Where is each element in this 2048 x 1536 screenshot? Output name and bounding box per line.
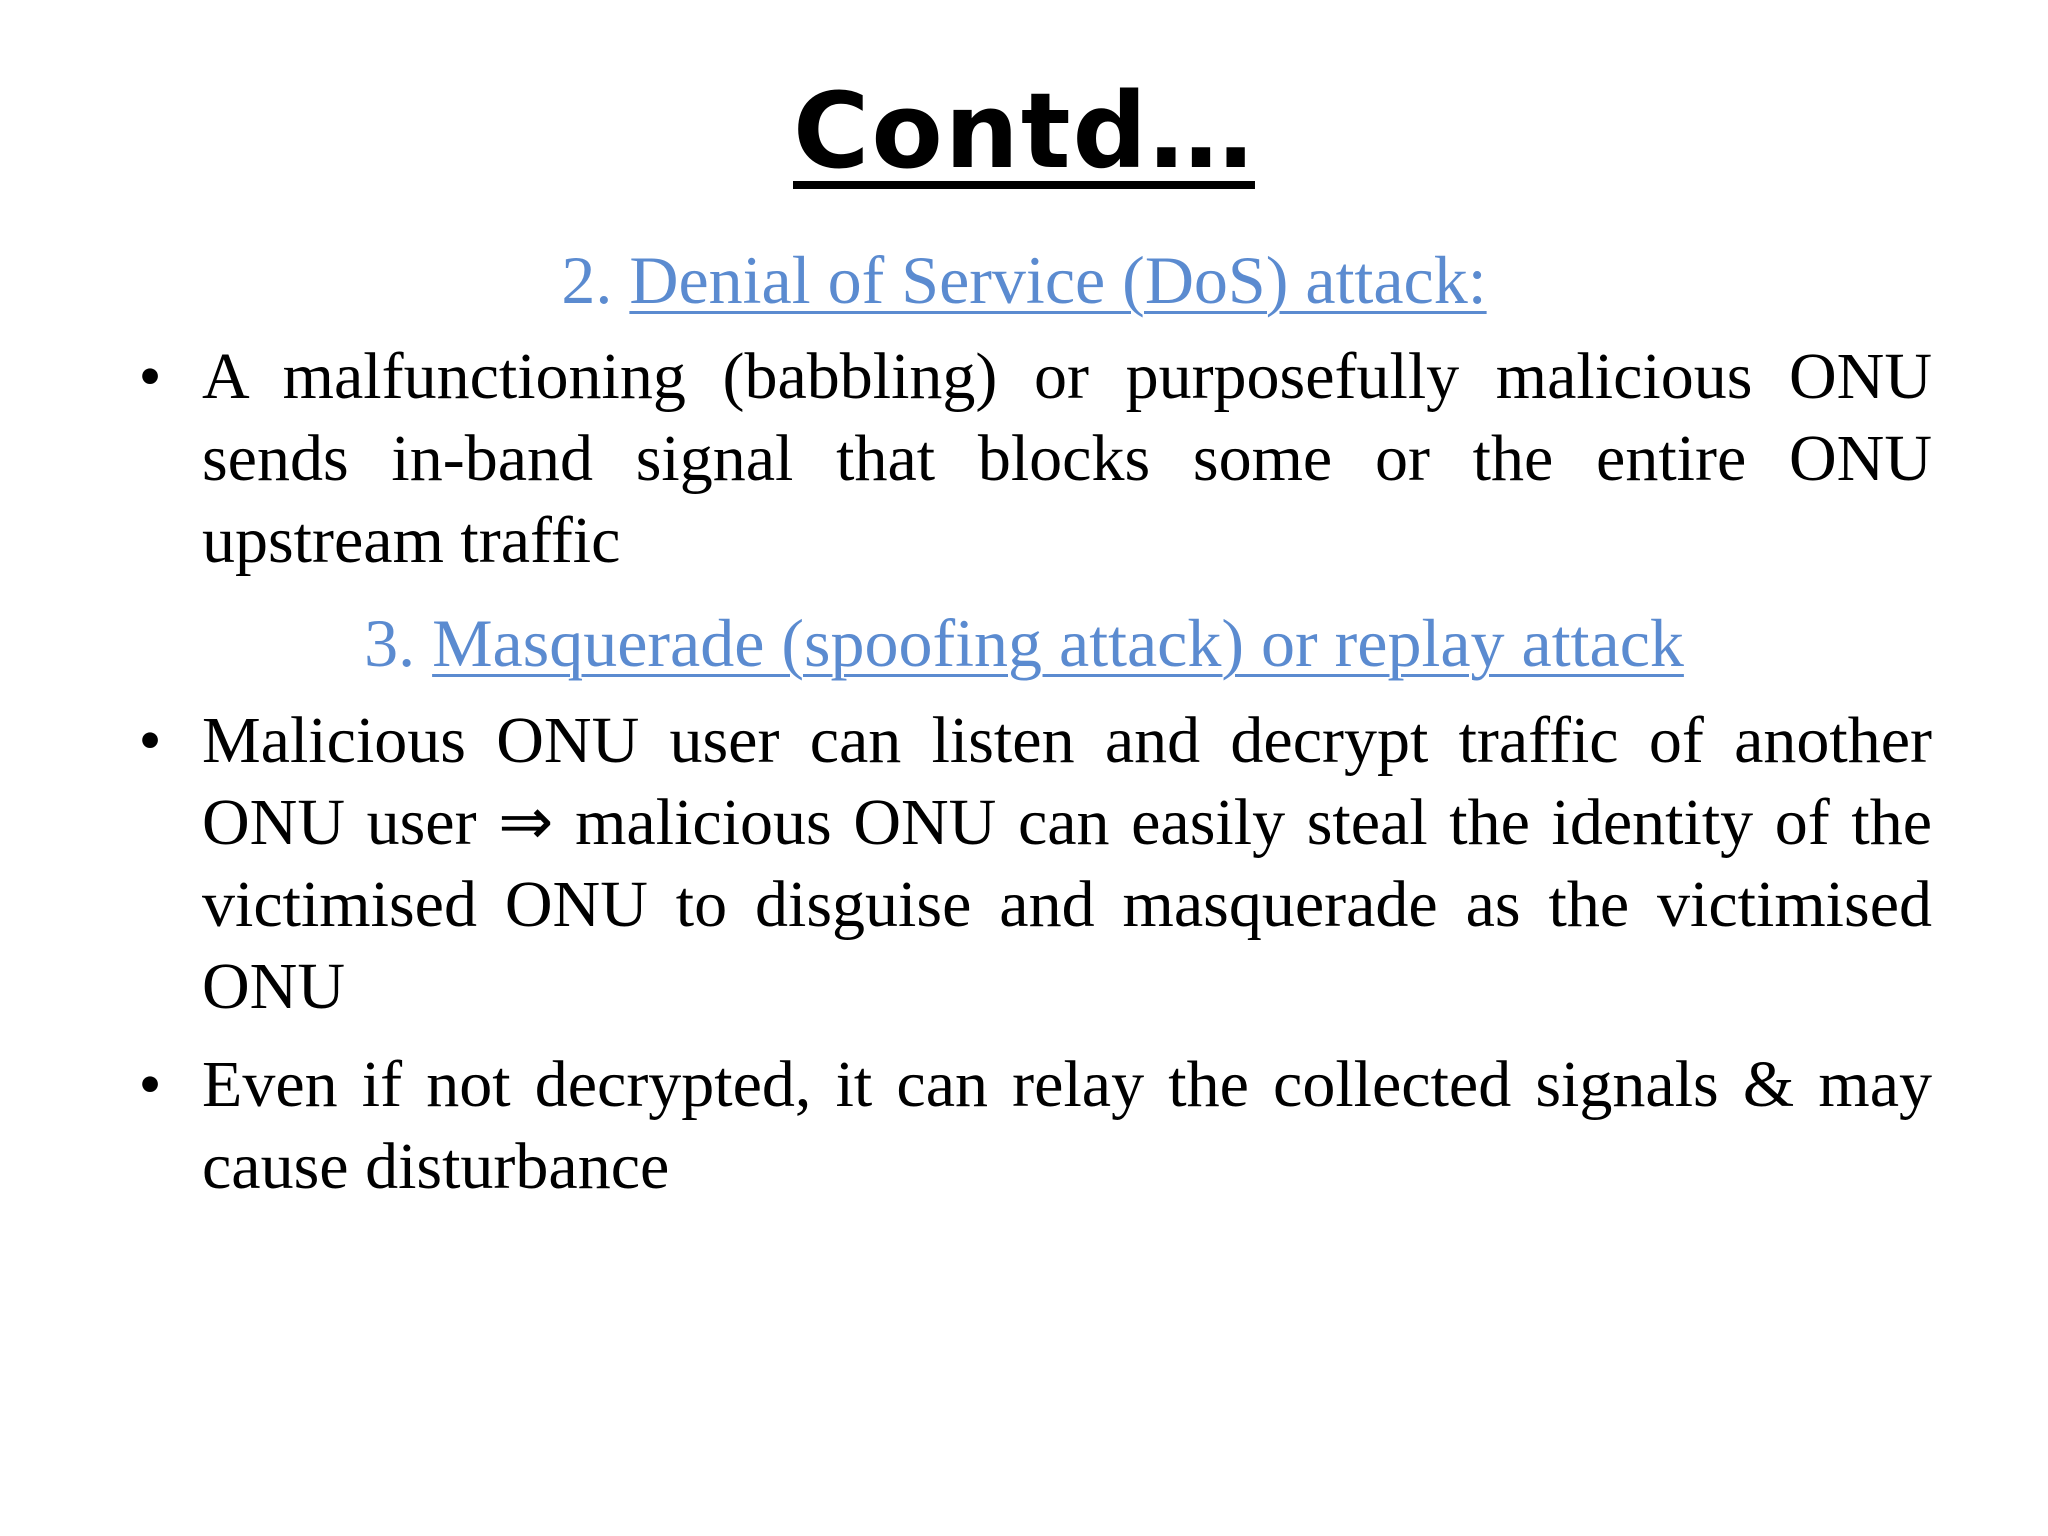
section-heading-link[interactable]: Denial of Service (DoS) attack: — [629, 242, 1487, 318]
bullet-text: Malicious ONU user can listen and decrypt traffic of another ONU user ⇒ malicious ONU can easily steal the identity of the victimised ONU to disguise and masquerade as the victimised ONU — [202, 704, 1932, 1023]
slide-title — [0, 72, 2048, 192]
section-heading-link[interactable]: Masquerade (spoofing attack) or replay attack — [432, 605, 1684, 681]
bullet-icon: • — [138, 1048, 162, 1121]
section-number: 2. — [561, 242, 613, 318]
bullet-icon: • — [138, 704, 162, 777]
slide-title-text: Contd… — [793, 70, 1255, 192]
section-heading-masquerade — [0, 603, 2048, 685]
section-number: 3. — [364, 605, 416, 681]
bullet-text: A malfunctioning (babbling) or purposefully malicious ONU sends in-band signal that blocks some or the entire ONU upstream traffic — [202, 340, 1932, 577]
bullet-text: Even if not decrypted, it can relay the collected signals & may cause disturbance — [202, 1048, 1932, 1203]
bullet-icon: • — [138, 340, 162, 413]
section-heading-dos — [0, 240, 2048, 322]
